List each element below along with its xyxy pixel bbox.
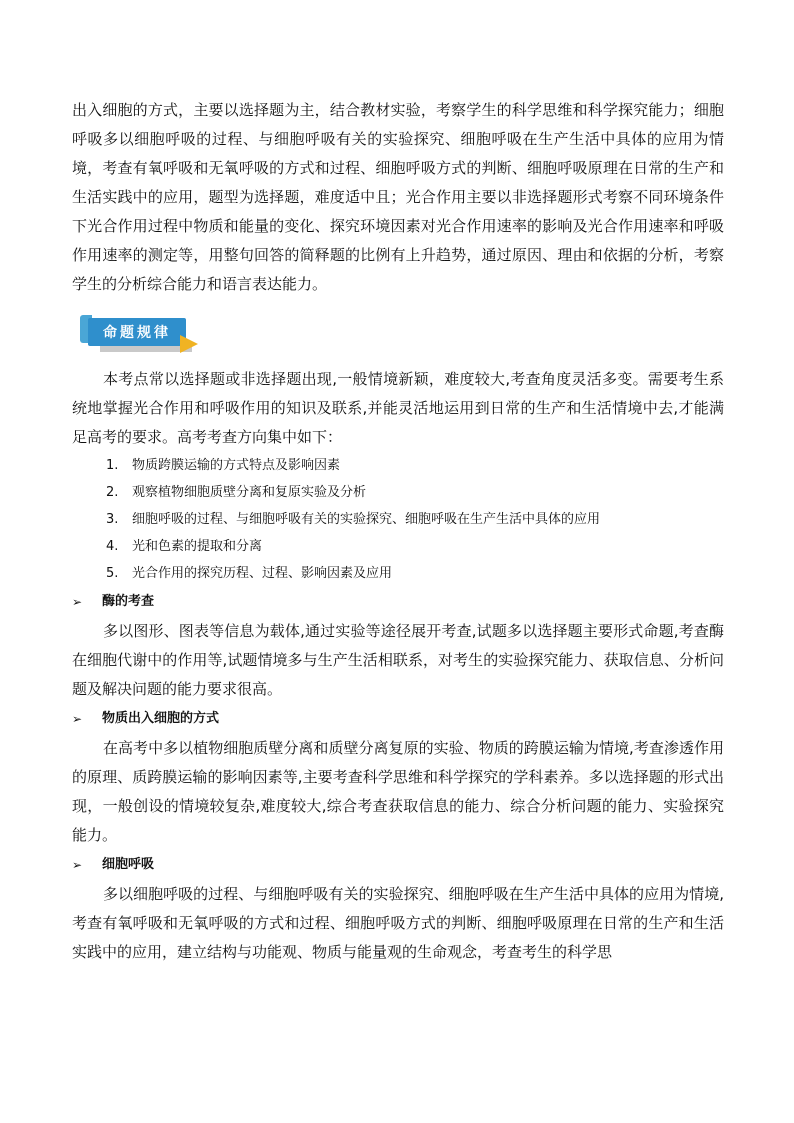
list-item xyxy=(72,533,724,560)
list-item-text: 光和色素的提取和分离 xyxy=(132,539,263,554)
section-title: 物质出入细胞的方式 xyxy=(102,711,220,726)
list-item-number: 3. xyxy=(106,512,119,527)
banner-arrow-icon xyxy=(180,335,198,353)
list-item-text: 细胞呼吸的过程、与细胞呼吸有关的实验探究、细胞呼吸在生产生活中具体的应用 xyxy=(132,512,601,527)
list-item-number: 2. xyxy=(106,485,119,500)
list-item xyxy=(72,560,724,587)
list-item-number: 1. xyxy=(106,458,119,473)
section-heading-respiration xyxy=(72,850,724,880)
list-item-number: 5. xyxy=(106,566,119,581)
section-body-transport: 在高考中多以植物细胞质壁分离和质壁分离复原的实验、物质的跨膜运输为情境,考查渗透作用的原理、质跨膜运输的影响因素等,主要考查科学思维和科学探究的学科素养。多以选择题的形式出现，一般创设的情境较复杂,难度较大,综合考查获取信息的能力、综合分析问题的能力、实验探究能力。 xyxy=(72,739,724,844)
page-content xyxy=(72,96,724,967)
arrow-bullet-icon: ➢ xyxy=(72,858,83,872)
list-item xyxy=(72,479,724,506)
list-item-text: 光合作用的探究历程、过程、影响因素及应用 xyxy=(132,566,393,581)
banner-shadow-decoration xyxy=(100,346,192,352)
intro-paragraph: 出入细胞的方式，主要以选择题为主，结合教材实验，考察学生的科学思维和科学探究能力；细胞呼吸多以细胞呼吸的过程、与细胞呼吸有关的实验探究、细胞呼吸在生产生活中具体的应用为情境，考查有氧呼吸和无氧呼吸的方式和过程、细胞呼吸方式的判断、细胞呼吸原理在日常的生产和生活实践中的应用，题型为选择题，难度适中且；光合作用主要以非选择题形式考察不同环境条件下光合作用过程中物质和能量的变化、探究环境因素对光合作用速率的影响及光合作用速率和呼吸作用速率的测定等，用整句回答的简释题的比例有上升趋势，通过原因、理由和依据的分析，考察学生的分析综合能力和语言表达能力。 xyxy=(72,101,724,293)
arrow-bullet-icon: ➢ xyxy=(72,595,83,609)
section-heading-transport xyxy=(72,704,724,734)
banner-body xyxy=(88,318,186,346)
list-item-text: 观察植物细胞质壁分离和复原实验及分析 xyxy=(132,485,367,500)
section-title: 细胞呼吸 xyxy=(102,857,155,872)
list-item-number: 4. xyxy=(106,539,119,554)
section-body-enzyme: 多以图形、图表等信息为载体,通过实验等途径展开考查,试题多以选择题主要形式命题,考查酶在细胞代谢中的作用等,试题情境多与生产生活相联系，对考生的实验探究能力、获取信息、分析问题及解决问题的能力要求很高。 xyxy=(72,622,724,698)
list-item xyxy=(72,506,724,533)
list-item xyxy=(72,452,724,479)
section-title: 酶的考查 xyxy=(102,594,155,609)
list-item-text: 物质跨膜运输的方式特点及影响因素 xyxy=(132,458,341,473)
arrow-bullet-icon: ➢ xyxy=(72,712,83,726)
section-body-respiration: 多以细胞呼吸的过程、与细胞呼吸有关的实验探究、细胞呼吸在生产生活中具体的应用为情境,考查有氧呼吸和无氧呼吸的方式和过程、细胞呼吸方式的判断、细胞呼吸原理在日常的生产和生活实践中的应用，建立结构与功能观、物质与能量观的生命观念，考查考生的科学思 xyxy=(72,885,724,961)
direction-list xyxy=(72,452,724,587)
rule-paragraph: 本考点常以选择题或非选择题出现,一般情境新颖，难度较大,考查角度灵活多变。需要考生系统地掌握光合作用和呼吸作用的知识及联系,并能灵活地运用到日常的生产和生活情境中去,才能满足高考的要求。高考考查方向集中如下： xyxy=(72,370,724,446)
banner-label: 命题规律 xyxy=(103,325,171,341)
section-heading-enzyme xyxy=(72,587,724,617)
section-banner xyxy=(80,315,205,355)
